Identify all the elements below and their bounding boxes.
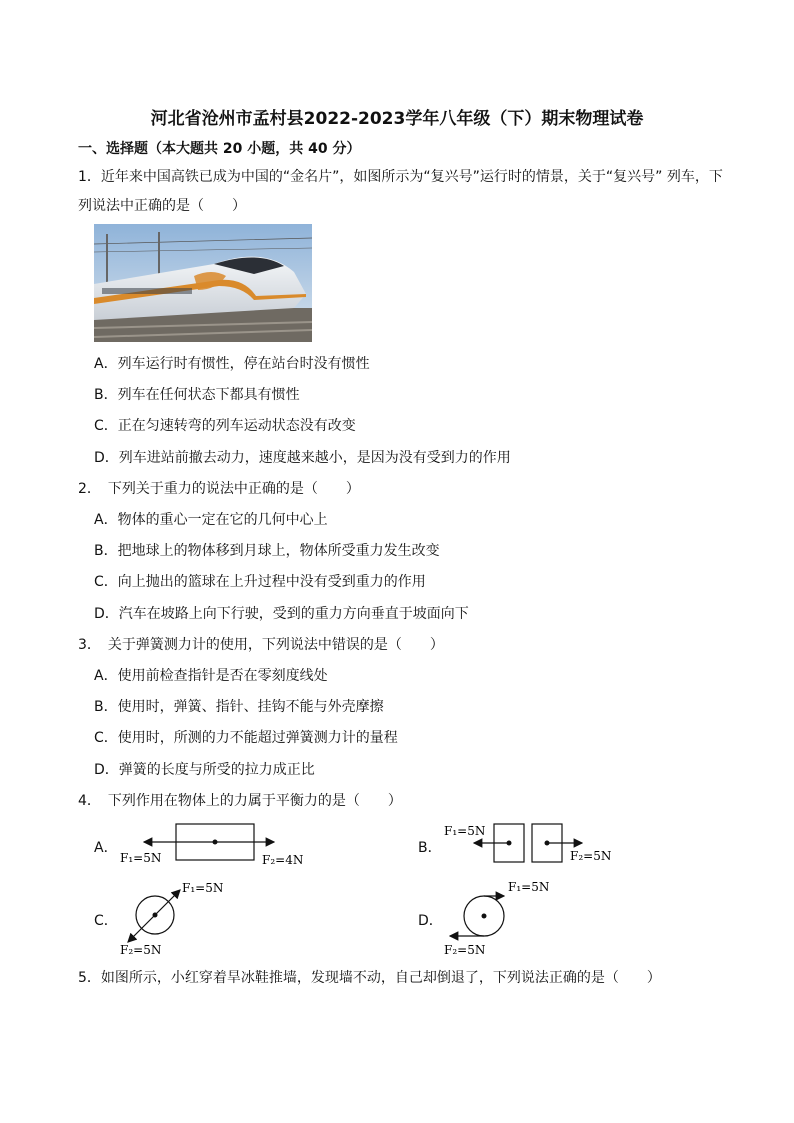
- q4-option-b-letter: B．: [418, 840, 442, 856]
- fig-c-f2-arrow: [128, 915, 155, 942]
- q1-stem-line2: 列说法中正确的是（ ）: [78, 198, 246, 214]
- q1-option-d: D．列车进站前撤去动力，速度越来越小，是因为没有受到力的作用: [94, 450, 511, 466]
- page-title: 河北省沧州市孟村县2022-2023学年八年级（下）期末物理试卷: [150, 109, 644, 129]
- q1-option-b: B．列车在任何状态下都具有惯性: [94, 387, 300, 403]
- fig-a-f2-label: F₂=4N: [262, 853, 304, 867]
- q2-option-d: D．汽车在坡路上向下行驶，受到的重力方向垂直于坡面向下: [94, 606, 469, 622]
- q3-stem: 3． 关于弹簧测力计的使用，下列说法中错误的是（ ）: [78, 637, 444, 653]
- q5-stem: 5．如图所示，小红穿着旱冰鞋推墙，发现墙不动，自己却倒退了，下列说法正确的是（ ）: [78, 970, 661, 986]
- q1-option-a: A．列车运行时有惯性，停在站台时没有惯性: [94, 356, 370, 372]
- q3-option-d: D．弹簧的长度与所受的拉力成正比: [94, 762, 315, 778]
- fig-b-f1-label: F₁=5N: [444, 824, 486, 838]
- q4-option-d-letter: D．: [418, 913, 443, 929]
- train-photo: [94, 224, 312, 342]
- q4-figure-a: [112, 818, 312, 870]
- q2-option-c: C．向上抛出的篮球在上升过程中没有受到重力的作用: [94, 574, 426, 590]
- q4-figure-b: [440, 818, 630, 870]
- q4-figure-d: [440, 878, 590, 960]
- fig-c-f1-label: F₁=5N: [182, 881, 224, 895]
- q4-figure-c: [112, 878, 252, 960]
- fig-d-center: [482, 914, 487, 919]
- q2-stem: 2． 下列关于重力的说法中正确的是（ ）: [78, 481, 360, 497]
- section-heading: 一、选择题（本大题共 20 小题，共 40 分）: [78, 141, 361, 157]
- q2-option-b: B．把地球上的物体移到月球上，物体所受重力发生改变: [94, 543, 440, 559]
- q1-option-c: C．正在匀速转弯的列车运动状态没有改变: [94, 418, 356, 434]
- q3-option-a: A．使用前检查指针是否在零刻度线处: [94, 668, 328, 684]
- q4-option-c-letter: C．: [94, 913, 118, 929]
- q3-option-b: B．使用时，弹簧、指针、挂钩不能与外壳摩擦: [94, 699, 384, 715]
- fig-c-f1-arrow: [155, 890, 180, 915]
- q1-stem-line1: 1．近年来中国高铁已成为中国的“金名片”，如图所示为“复兴号”运行时的情景，关于“复兴号” 列车，下: [78, 169, 723, 185]
- fig-d-f2-label: F₂=5N: [444, 943, 486, 957]
- q3-option-c: C．使用时，所测的力不能超过弹簧测力计的量程: [94, 730, 398, 746]
- q4-option-a-letter: A．: [94, 840, 118, 856]
- fig-a-f1-label: F₁=5N: [120, 851, 162, 865]
- fig-b-f2-label: F₂=5N: [570, 849, 612, 863]
- fig-d-f1-label: F₁=5N: [508, 880, 550, 894]
- fig-c-f2-label: F₂=5N: [120, 943, 162, 957]
- q4-stem: 4． 下列作用在物体上的力属于平衡力的是（ ）: [78, 793, 402, 809]
- q2-option-a: A．物体的重心一定在它的几何中心上: [94, 512, 328, 528]
